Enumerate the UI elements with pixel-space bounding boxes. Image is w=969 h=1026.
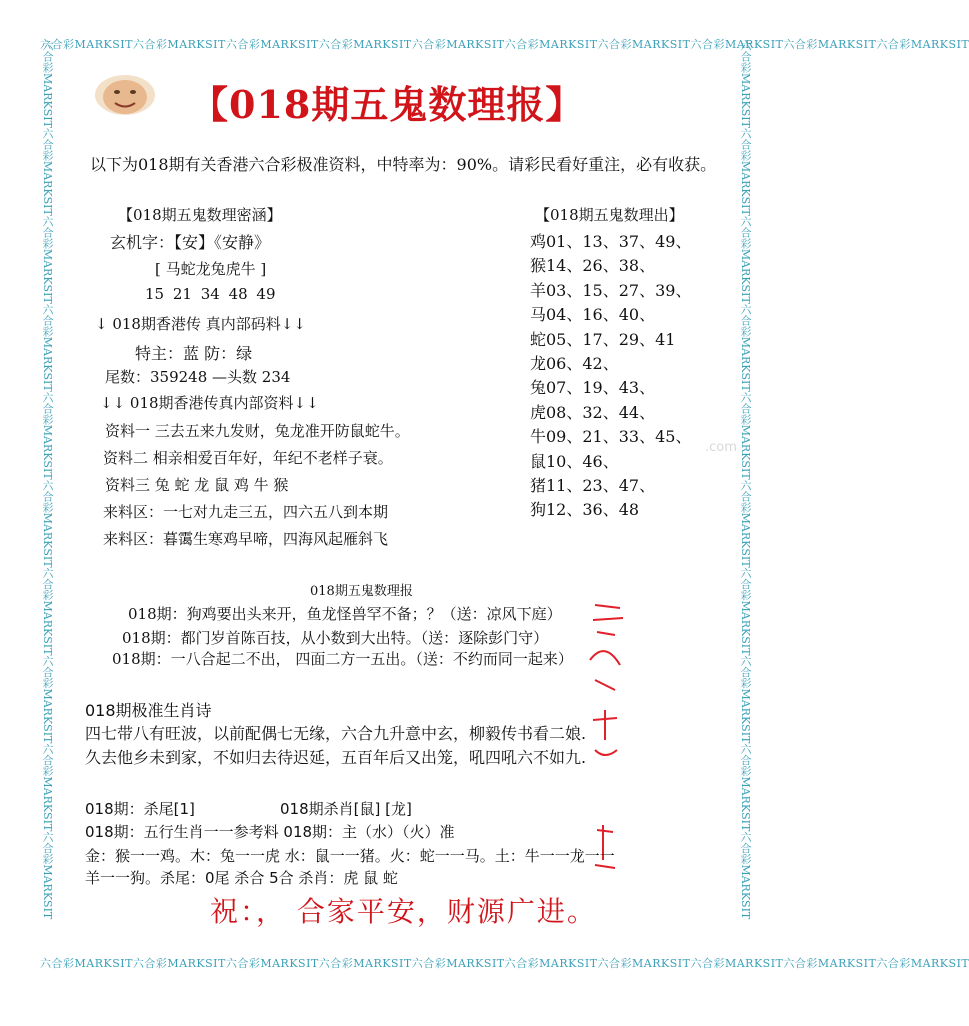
top-border-text: 六合彩MARKSIT六合彩MARKSIT六合彩MARKSIT六合彩MARKSIT六合彩MARKSIT六合彩MARKSIT六合彩MARKSIT六合彩MARKSIT六合彩MARKSIT六合彩MARKSIT: [40, 38, 969, 51]
te-zhu-line: 特主：蓝 防：绿: [135, 344, 253, 363]
list-item: 猪11、23、47、: [530, 476, 656, 496]
ziliao-2: 资料二 相亲相爱百年好，年纪不老样子衰。: [103, 449, 393, 467]
xuanji-line: 玄机字：【安】《安静》: [110, 233, 271, 252]
sha-wei-line: 018期：杀尾[1]: [85, 800, 195, 818]
sha-summary-line: 羊一一狗。杀尾：0尾 杀合 5合 杀肖：虎 鼠 蛇: [85, 869, 398, 887]
left-border-text: 六合彩MARKSIT六合彩MARKSIT六合彩MARKSIT六合彩MARKSIT六合彩MARKSIT六合彩MARKSIT六合彩MARKSIT六合彩MARKSIT六合彩MARKSIT六合彩MARKSIT: [41, 40, 54, 920]
list-item: 龙06、42、: [530, 354, 619, 374]
bottom-border-text: 六合彩MARKSIT六合彩MARKSIT六合彩MARKSIT六合彩MARKSIT六合彩MARKSIT六合彩MARKSIT六合彩MARKSIT六合彩MARKSIT六合彩MARKSIT六合彩MARKSIT: [40, 957, 969, 970]
blessing-text: 祝：， 合家平安，财源广进。: [210, 895, 597, 928]
wei-shu-line: 尾数：359248 —头数 234: [105, 368, 291, 386]
list-item: 兔07、19、43、: [530, 378, 656, 398]
numbers-line: 15 21 34 48 49: [145, 285, 276, 303]
list-item: 牛09、21、33、45、: [530, 427, 692, 447]
zodiac-box: [ 马蛇龙兔虎牛 ]: [155, 260, 267, 278]
list-item: 鼠10、46、: [530, 451, 619, 471]
poem-line-2: 久去他乡未到家，不如归去待迟延，五百年后又出笼，吼四吼六不如九.: [85, 748, 587, 767]
right-section-title: 【018期五鬼数理出】: [535, 206, 684, 224]
page-title: 【018期五鬼数理报】: [190, 82, 585, 127]
watermark: .com: [705, 440, 737, 455]
face-avatar-icon: [90, 72, 160, 118]
middle-line-2: 018期：都门岁首陈百技，从小数到大出特。（送：逐除彭门守）: [122, 629, 549, 647]
right-border-text: 六合彩MARKSIT六合彩MARKSIT六合彩MARKSIT六合彩MARKSIT六合彩MARKSIT六合彩MARKSIT六合彩MARKSIT六合彩MARKSIT六合彩MARKSIT六合彩MARKSIT: [739, 40, 752, 920]
poem-title: 018期极准生肖诗: [85, 701, 212, 720]
ziliao-3: 资料三 兔 蛇 龙 鼠 鸡 牛 猴: [105, 476, 289, 494]
hk-title-1: ↓ 018期香港传 真内部码料↓↓: [95, 315, 306, 333]
poem-line-1: 四七带八有旺波，以前配偶七无缘，六合九升意中玄，柳毅传书看二娘.: [85, 724, 587, 743]
list-item: 猴14、26、38、: [530, 256, 656, 276]
zodiac-number-list: [530, 230, 691, 523]
list-item: 狗12、36、48: [530, 500, 640, 520]
intro-text: 以下为018期有关香港六合彩极准资料，中特率为：90%。请彩民看好重注，必有收获。: [90, 155, 717, 174]
laiiao-1: 来料区：一七对九走三五，四六五八到本期: [103, 503, 389, 521]
middle-line-1: 018期：狗鸡要出头来开，鱼龙怪兽罕不备；？（送：凉风下庭）: [128, 605, 562, 623]
list-item: 蛇05、17、29、41: [530, 329, 676, 349]
hk-title-2: ↓↓ 018期香港传真内部资料↓↓: [100, 394, 319, 412]
ziliao-1: 资料一 三去五来九发财，兔龙准开防鼠蛇牛。: [105, 422, 410, 440]
laiiao-2: 来料区：暮霭生寒鸡早啼，四海风起雁斜飞: [103, 530, 389, 548]
wuxing-line: 018期：五行生肖一一参考料 018期：主（水）（火）准: [85, 823, 455, 841]
list-item: 鸡01、13、37、49、: [530, 232, 692, 251]
list-item: 羊03、15、27、39、: [530, 280, 692, 300]
wuxing-detail-line: 金：猴一一鸡。木：兔一一虎 水：鼠一一猪。火：蛇一一马。土：牛一一龙一一: [85, 847, 615, 865]
middle-line-3: 018期：一八合起二不出， 四面二方一五出。（送：不约而同一起来）: [112, 650, 573, 668]
list-item: 虎08、32、44、: [530, 402, 656, 422]
sha-xiao-line: 018期杀肖[鼠] [龙]: [280, 800, 412, 818]
list-item: 马04、16、40、: [530, 305, 656, 325]
middle-title: 018期五鬼数理报: [310, 584, 413, 599]
left-section-title: 【018期五鬼数理密涵】: [118, 206, 282, 224]
